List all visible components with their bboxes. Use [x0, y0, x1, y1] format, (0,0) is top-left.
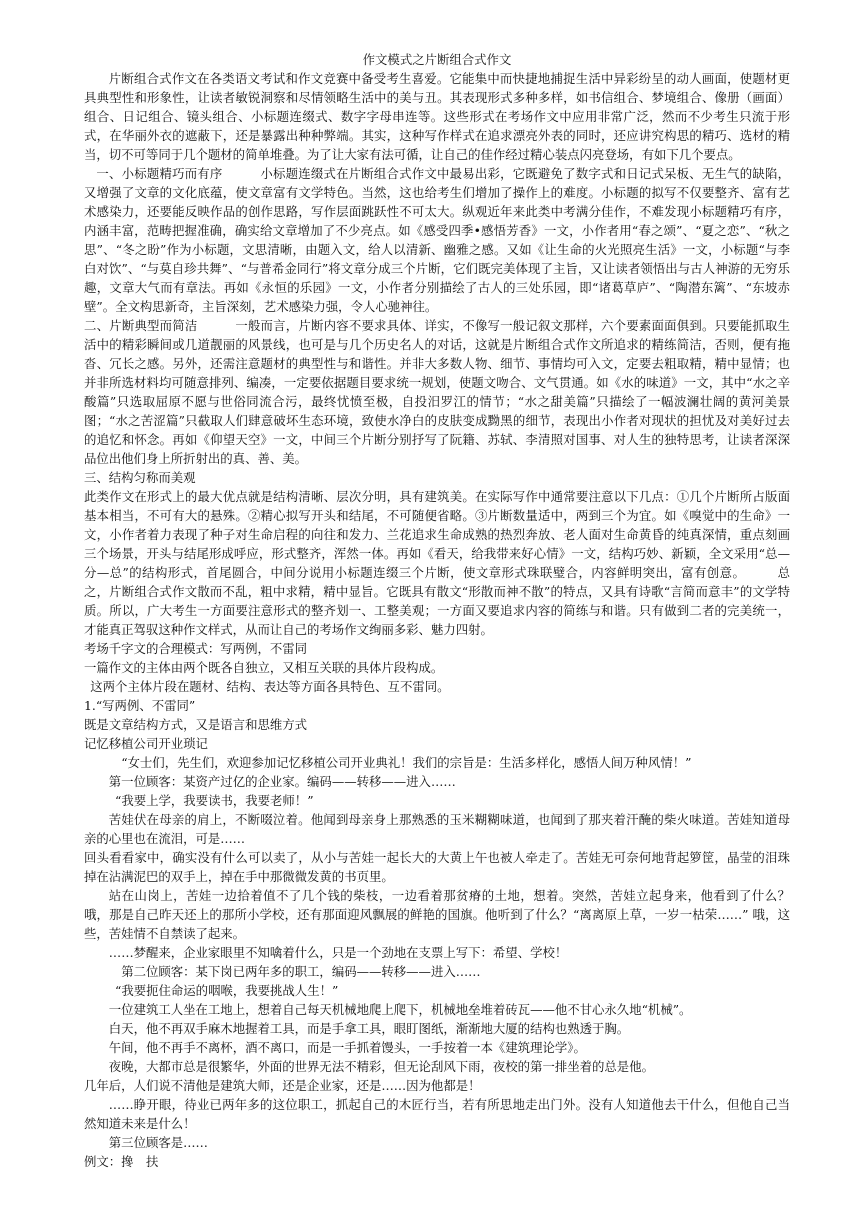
paragraph: 白天，他不再双手麻木地握着工具，而是手拿工具，眼盯图纸，渐渐地大厦的结构也熟透于胸。 — [108, 1021, 630, 1036]
paragraph: 考场千字文的合理模式：写两例，不雷同 — [84, 641, 308, 656]
paragraph: 第三位顾客是…… — [108, 1135, 208, 1150]
paragraph: 站在山岗上，苦娃一边拾着值不了几个钱的柴枝，一边看着那贫瘠的土地，想着。突然，苦娃立起身来，他看到了什么？哦，那是自己昨天还上的那所小学校，还有那面迎风飘展的鲜艳的国旗。他听到了什么？“离离原上草，一岁一枯荣……” 哦，这些，苦娃情不自禁读了起来。 — [84, 888, 790, 941]
paragraph: 这两个主体片段在题材、结构、表达等方面各具特色、互不雷同。 — [90, 679, 450, 694]
paragraph: 二、片断典型而简洁 一般而言，片断内容不要求具体、详实，不像写一般记叙文那样，六个要素面面俱到。只要能抓取生活中的精彩瞬间或几道靓丽的风景线，也可是与几个历史名人的对话，这就是片断组合式作文所追求的精练简洁，否则，便有拖沓、冗长之感。另外，还需注意题材的典型性与和谐性。并非大多数人物、细节、事情均可入文，定要去粗取精，精中显情；也并非所选材料均可随意排列、编凑，一定要依据题目要求统一规划，使题文吻合、文气贯通。如《水的味道》一文，其中“水之辛酸篇”只选取屈原不愿与世俗同流合污，最终忧愤至极，自投汨罗江的情节；“水之甜美篇”只描绘了一幅波澜壮阔的黄河美景图；“水之苦涩篇”只截取人们肆意破坏生态环境，致使水净白的皮肤变成黝黑的细节，表现出小作者对现状的担忧及对美好过去的追忆和怀念。再如《仰望天空》一文，中间三个片断分别抒写了阮籍、苏轼、李清照对国事、对人生的独特思考，让读者深深品位出他们身上所折射出的真、善、美。 — [84, 318, 790, 466]
paragraph: “我要扼住命运的咽喉，我要挑战人生！” — [115, 983, 339, 998]
document-body — [84, 69, 790, 1171]
paragraph: 苦娃伏在母亲的肩上，不断啜泣着。他闻到母亲身上那熟悉的玉米糊糊味道，也闻到了那夹着汗醃的柴火味道。苦娃知道母亲的心里也在流泪，可是…… — [84, 812, 790, 846]
paragraph: 此类作文在形式上的最大优点就是结构清晰、层次分明，具有建筑美。在实际写作中通常要注意以下几点：①几个片断所占版面基本相当，不可有大的悬殊。②精心拟写开头和结尾，不可随便省略。③片断数量适中，两到三个为宜。如《嗅觉中的生命》一文，小作者着力表现了种子对生命启程的向往和发力、兰花追求生命成熟的热烈奔放、老人面对生命黄昏的纯真深情，重点刻画三个场景，开头与结尾形成呼应，形式整齐，浑然一体。再如《看天，给我带来好心情》一文，结构巧妙、新颖，全文采用“总—分—总”的结构形式，首尾圆合，中间分说用小标题连缀三个片断，使文章形式珠联璧合，内容鲜明突出，富有创意。 总之，片断组合式作文散而不乱，粗中求精，精中显旨。它既具有散文“形散而神不散”的特点，又具有诗歌“言简而意丰”的文学特质。所以，广大考生一方面要注意形式的整齐划一、工整美观；一方面又要追求内容的简练与和谐。只有做到二者的完美统一，才能真正驾驭这种作文样式，从而让自己的考场作文绚丽多彩、魅力四射。 — [84, 489, 790, 637]
paragraph: 三、结构匀称而美观 — [84, 470, 196, 485]
paragraph: ……睁开眼，待业已两年多的这位职工，抓起自己的木匠行当，若有所思地走出门外。没有人知道他去干什么，但他自己当然知道未来是什么！ — [84, 1097, 790, 1131]
paragraph: 夜晚，大都市总是很繁华，外面的世界无法不精彩，但无论刮风下雨，夜校的第一排坐着的总是他。 — [108, 1059, 654, 1074]
paragraph: 午间，他不再手不离杯，酒不离口，而是一手抓着馒头，一手按着一本《建筑理论学》。 — [108, 1040, 586, 1055]
paragraph: 例文：搀 扶 — [84, 1154, 159, 1169]
paragraph: ……梦醒来，企业家眼里不知噙着什么，只是一个劲地在支票上写下：希望、学校！ — [108, 945, 568, 960]
paragraph: 一篇作文的主体由两个既各自独立，又相互关联的具体片段构成。 — [84, 660, 444, 675]
paragraph: 记忆移植公司开业琐记 — [84, 736, 208, 751]
paragraph: 几年后，人们说不清他是建筑大师，还是企业家，还是……因为他都是！ — [84, 1078, 481, 1093]
paragraph: 第一位顾客：某资产过亿的企业家。编码——转移——进入…… — [108, 774, 456, 789]
paragraph: 既是文章结构方式，又是语言和思维方式 — [84, 717, 308, 732]
paragraph: 片断组合式作文在各类语文考试和作文竞赛中备受考生喜爱。它能集中而快捷地捕捉生活中异彩纷呈的动人画面，使题材更具典型性和形象性，让读者敏锐洞察和尽情领略生活中的美与丑。其表现形式多种多样，如书信组合、梦境组合、像册（画面）组合、日记组合、镜头组合、小标题连缀式、数字字母串连等。这些形式在考场作文中应用非常广泛，然而不少考生只流于形式，在华丽外衣的遮蔽下，还是暴露出种种弊端。其实，这种写作样式在追求漂亮外表的同时，还应讲究构思的精巧、选材的精当，切不可等同于几个题材的简单堆叠。为了让大家有法可循，让自己的佳作经过精心装点闪亮登场，有如下几个要点。 — [84, 71, 790, 162]
paragraph: 一位建筑工人坐在工地上，想着自己每天机械地爬上爬下，机械地垒堆着砖瓦——他不甘心永久地“机械”。 — [108, 1002, 692, 1017]
paragraph: “我要上学，我要读书，我要老师！” — [115, 793, 314, 808]
paragraph: 一、小标题精巧而有序 小标题连缀式在片断组合式作文中最易出彩，它既避免了数字式和日记式呆板、无生气的缺陷，又增强了文章的文化底蕴，使文章富有文学特色。当然，这也给考生们增加了操作上的难度。小标题的拟写不仅要整齐、富有艺术感染力，还要能反映作品的创作思路，写作层面跳跃性不可太大。纵观近年来此类中考满分佳作，不难发现小标题精巧有序，内涵丰富，范畴把握准确，确实给文章增加了不少亮点。如《感受四季•感悟芳香》一文，小作者用“春之颂”、“夏之恋”、“秋之思”、“冬之盼”作为小标题，文思清晰，由题入文，给人以清新、幽雅之感。又如《让生命的火光照亮生活》一文，小标题“与李白对饮”、“与莫自珍共舞”、“与普希金同行”将文章分成三个片断，它们既完美体现了主旨，又让读者领悟出与古人神游的无穷乐趣，文章大气而有章法。再如《永恒的乐园》一文，小作者分别描绘了古人的三处乐园，即“诸葛草庐”、“陶潜东篱”、“东坡赤壁”。全文构思新奇，主旨深刻，艺术感染力强，令人心驰神往。 — [84, 166, 790, 314]
paragraph: 回头看看家中，确实没有什么可以卖了，从小与苦娃一起长大的大黄上午也被人牵走了。苦娃无可奈何地背起箩筐，晶莹的泪珠掉在沾满泥巴的双手上，掉在手中那微微发黄的书页里。 — [84, 850, 790, 884]
paragraph: 第二位顾客：某下岗已两年多的职工，编码——转移——进入…… — [121, 964, 481, 979]
document-title: 作文模式之片断组合式作文 — [362, 52, 512, 67]
paragraph: “女士们，先生们，欢迎参加记忆移植公司开业典礼！我们的宗旨是：生活多样化，感悟人间万种风情！” — [121, 755, 692, 770]
paragraph: 1.“写两例、不雷同” — [84, 698, 196, 713]
